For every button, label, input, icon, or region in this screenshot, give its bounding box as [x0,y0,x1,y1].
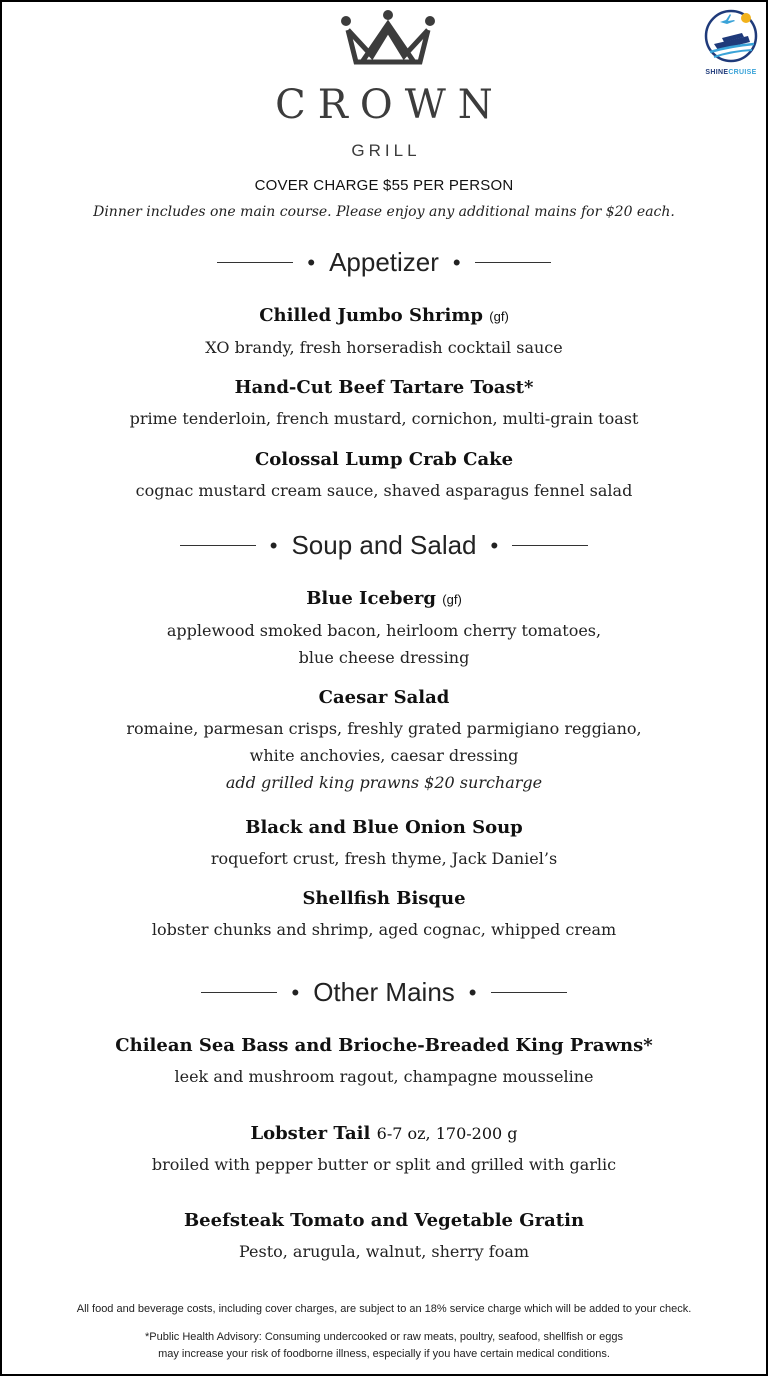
item-description-line: applewood smoked bacon, heirloom cherry tomatoes, [166,621,602,640]
brand-title: CROWN [275,82,505,128]
cover-charge: COVER CHARGE $55 PER PERSON [254,177,514,194]
item-description: leek and mushroom ragout, champagne mousseline [174,1067,594,1086]
bullet: • [269,532,278,558]
section-header-other-mains [2,977,766,1008]
advisory-line: *Public Health Advisory: Consuming undercooked or raw meats, poultry, seafood, shellfish or eggs [145,1331,623,1343]
section-header-soup-and-salad [2,530,766,561]
item-description: lobster chunks and shrimp, aged cognac, whipped cream [151,920,617,939]
divider-line [475,262,551,263]
menu-item [2,305,766,361]
logo-text-cruise: CRUISE [728,69,757,76]
item-name: Lobster Tail [250,1123,371,1144]
menu-item [2,588,766,671]
menu-item [2,888,766,943]
item-description-line: blue cheese dressing [298,648,470,667]
menu-item [2,449,766,504]
menu-item [2,687,766,797]
item-addon: add grilled king prawns $20 surcharge [225,773,543,792]
item-name: Chilean Sea Bass and Brioche-Breaded King Prawns* [115,1035,653,1056]
divider-line [217,262,293,263]
item-description: Pesto, arugula, walnut, sherry foam [238,1242,530,1261]
menu-item [2,1123,766,1178]
divider-line [180,545,256,546]
shine-cruise-logo [700,6,762,76]
item-description: cognac mustard cream sauce, shaved asparagus fennel salad [135,481,633,500]
item-description: XO brandy, fresh horseradish cocktail sauce [205,338,563,357]
item-name: Black and Blue Onion Soup [245,817,523,838]
item-description-line: white anchovies, caesar dressing [249,746,519,765]
dinner-note: Dinner includes one main course. Please enjoy any additional mains for $20 each. [93,204,675,220]
logo-text-shine: SHINE [705,69,729,76]
bullet: • [490,532,499,558]
item-name: Blue Iceberg [306,588,436,609]
gluten-free-tag: (gf) [442,592,462,607]
item-name: Beefsteak Tomato and Vegetable Gratin [183,1210,585,1231]
service-charge-note: All food and beverage costs, including cover charges, are subject to an 18% service charge which will be added to your check. [76,1303,692,1315]
section-title: Other Mains [313,977,455,1007]
bullet: • [452,249,461,275]
advisory-line: may increase your risk of foodborne illness, especially if you have certain medical conditions. [158,1348,610,1360]
item-name: Hand-Cut Beef Tartare Toast* [234,377,534,398]
menu-item [2,1035,766,1090]
item-description: broiled with pepper butter or split and grilled with garlic [151,1155,617,1174]
item-description: roquefort crust, fresh thyme, Jack Daniel’s [210,849,558,868]
menu-item [2,1210,766,1265]
cruise-ship-icon [700,6,762,64]
section-title: Soup and Salad [291,530,477,560]
section-header-appetizer [2,247,766,278]
item-description [2,715,766,769]
item-description: prime tenderloin, french mustard, cornichon, multi-grain toast [129,409,639,428]
divider-line [491,992,567,993]
crown-icon [340,10,436,70]
item-name: Colossal Lump Crab Cake [254,449,514,470]
section-title: Appetizer [329,247,439,277]
health-advisory [2,1329,766,1363]
menu-item [2,817,766,872]
bullet: • [291,979,300,1005]
item-description [2,617,766,671]
brand-subtitle: GRILL [351,141,421,160]
item-description-line: romaine, parmesan crisps, freshly grated parmigiano reggiano, [126,719,642,738]
menu-item [2,377,766,432]
item-name: Caesar Salad [318,687,450,708]
divider-line [512,545,588,546]
item-name: Shellfish Bisque [302,888,466,909]
item-size: 6-7 oz, 170-200 g [376,1124,518,1143]
bullet: • [307,249,316,275]
item-name: Chilled Jumbo Shrimp [259,305,483,326]
bullet: • [468,979,477,1005]
gluten-free-tag: (gf) [489,309,509,324]
divider-line [201,992,277,993]
